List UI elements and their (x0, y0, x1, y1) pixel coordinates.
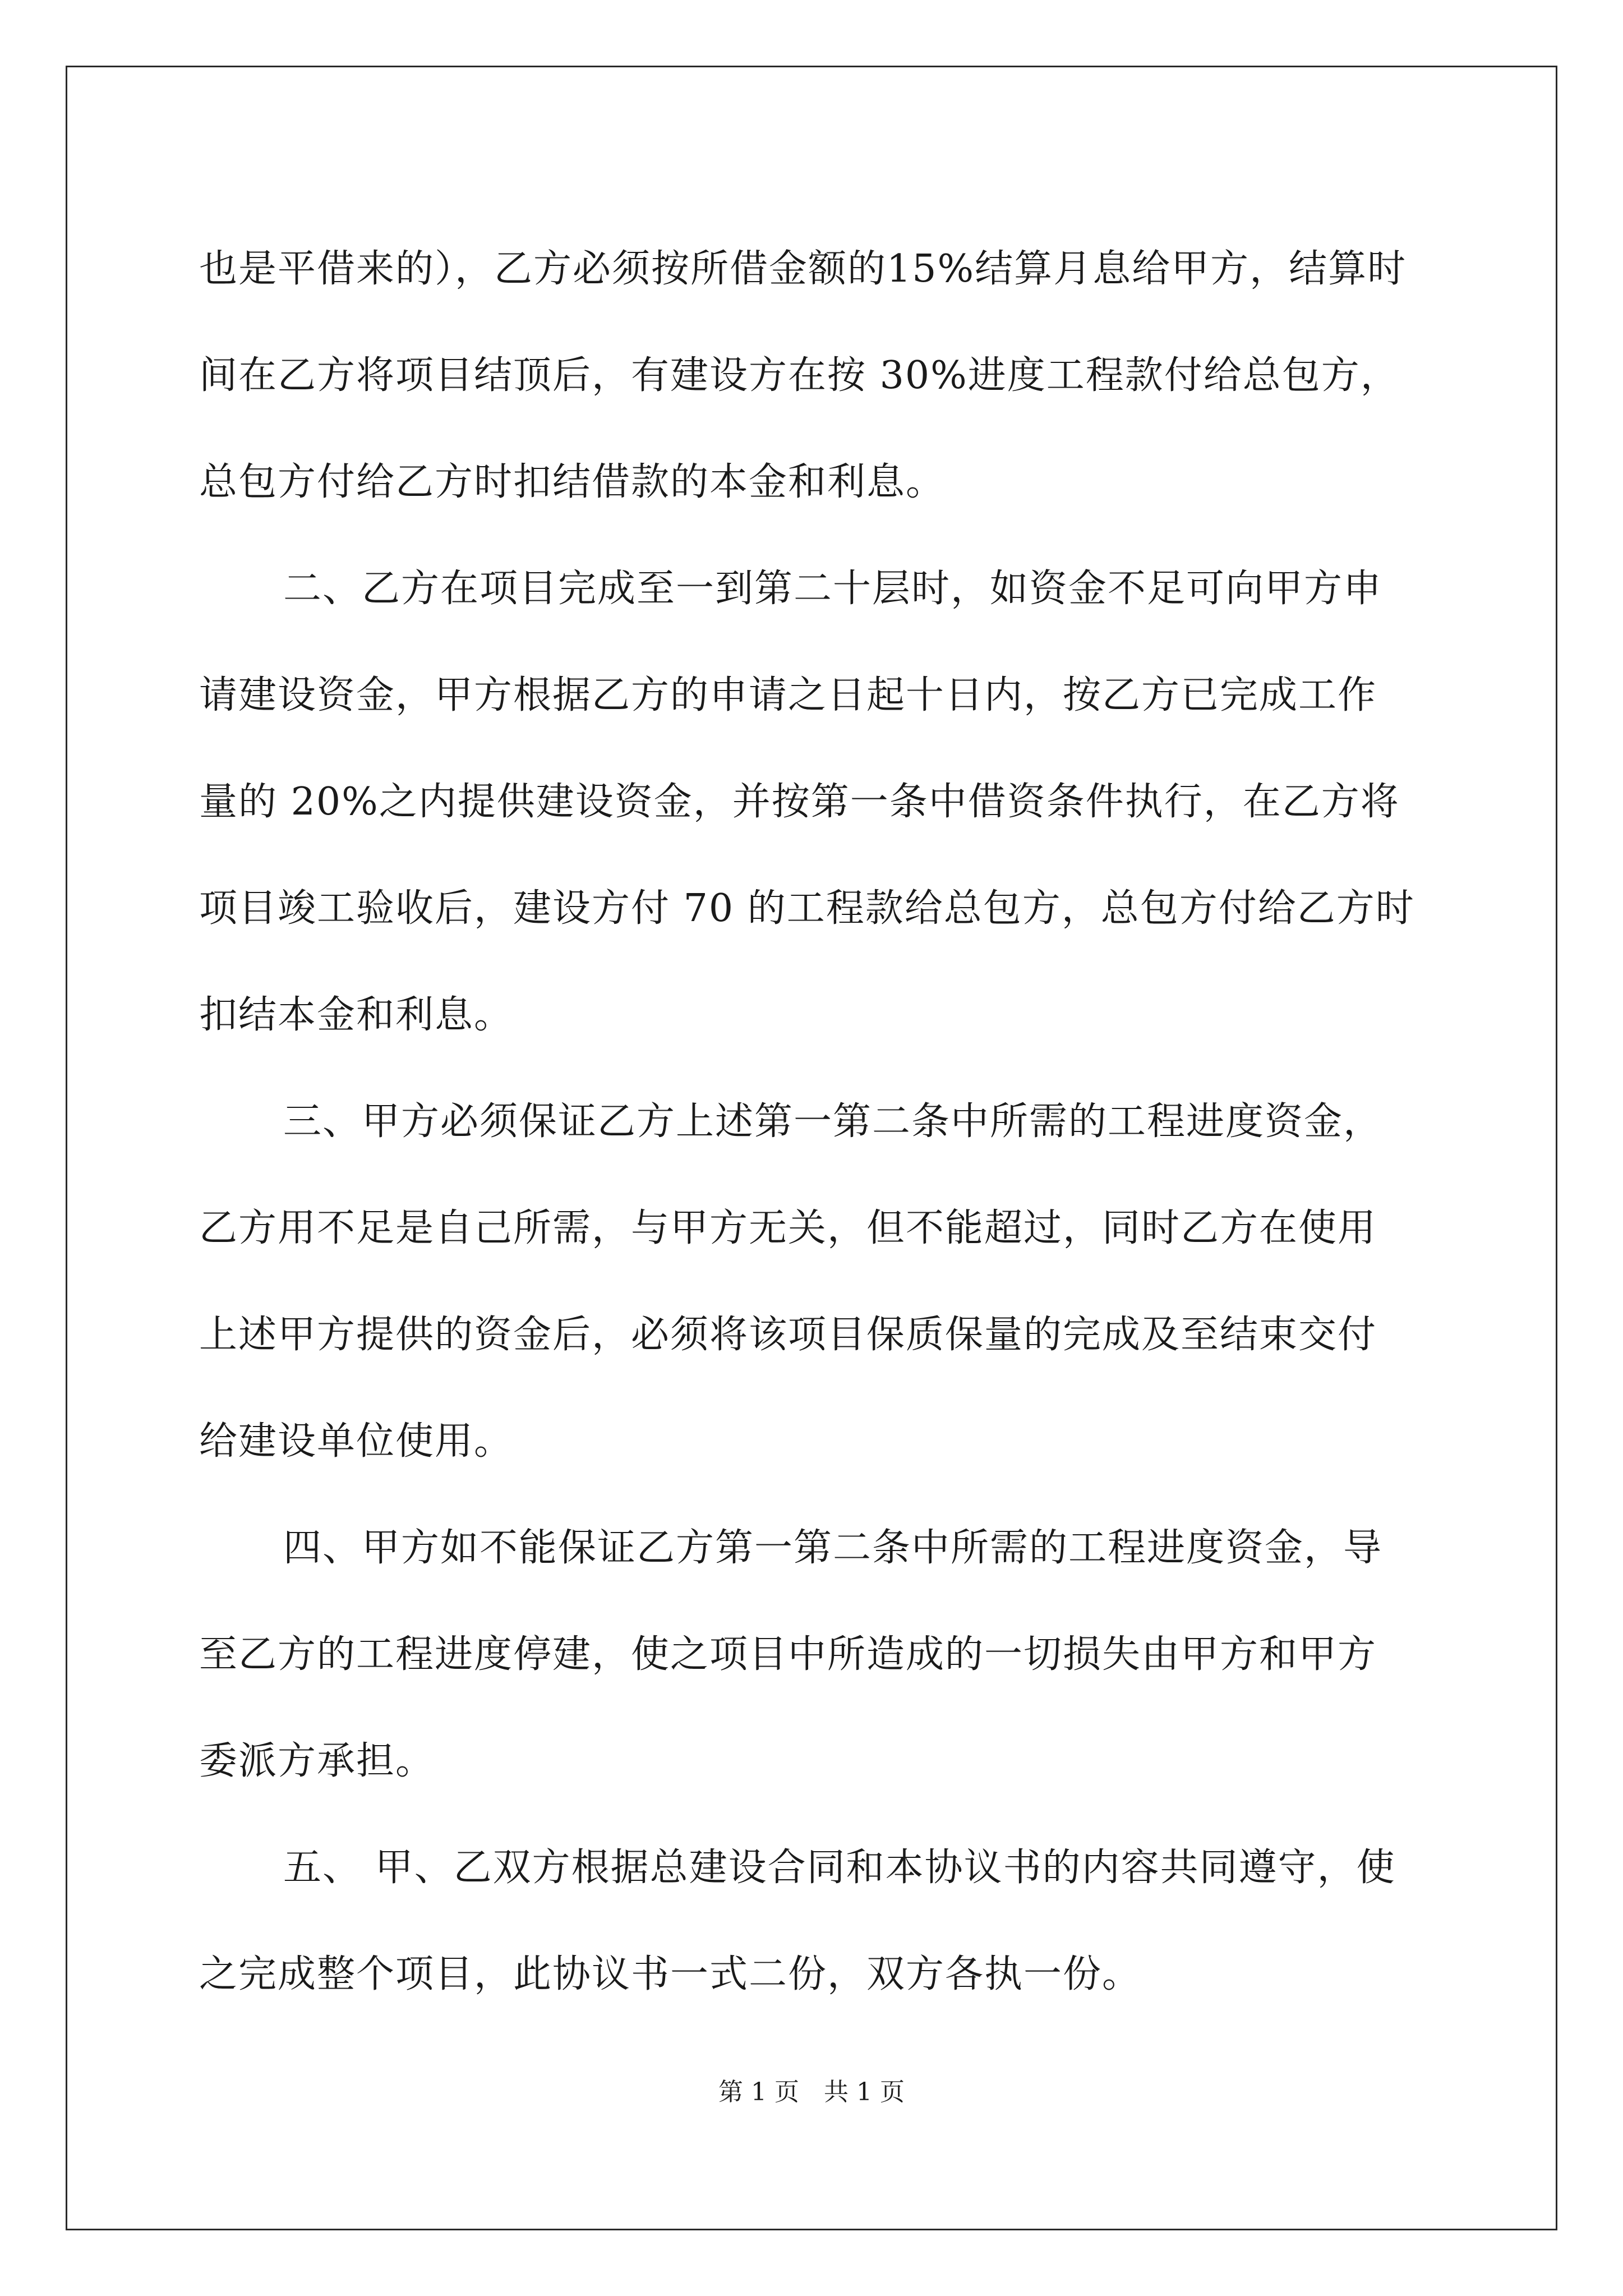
text-line: 给建设单位使用。 (199, 1419, 514, 1464)
text-line: 四、甲方如不能保证乙方第一第二条中所需的工程进度资金，导 (283, 1526, 1383, 1570)
text-line: 量的 20%之内提供建设资金，并按第一条中借资条件执行，在乙方将 (199, 780, 1400, 824)
text-line: 请建设资金，甲方根据乙方的申请之日起十日内，按乙方已完成工作 (199, 673, 1377, 717)
text-line: 至乙方的工程进度停建，使之项目中所造成的一切损失由甲方和甲方 (199, 1632, 1377, 1677)
text-line: 总包方付给乙方时扣结借款的本金和利息。 (199, 460, 946, 504)
paragraph-2 (199, 536, 1427, 642)
paragraph-3 (199, 1069, 1427, 1175)
document-body (199, 216, 1427, 2028)
paragraph-4 (199, 1495, 1427, 1602)
text-line: 间在乙方将项目结顶后，有建设方在按 30%进度工程款付给总包方， (199, 353, 1400, 398)
text-line: 乙方用不足是自己所需，与甲方无关，但不能超过，同时乙方在使用 (199, 1206, 1377, 1250)
paragraph-3-continued (199, 1175, 1427, 1495)
text-line: 也是平借来的），乙方必须按所借金额的15%结算月息给甲方，结算时 (199, 247, 1407, 291)
paragraph-5 (199, 1815, 1427, 1921)
text-line: 三、甲方必须保证乙方上述第一第二条中所需的工程进度资金， (283, 1099, 1383, 1144)
paragraph-5-continued (199, 1921, 1427, 2028)
paragraph-4-continued (199, 1602, 1427, 1815)
text-line: 上述甲方提供的资金后，必须将该项目保质保量的完成及至结束交付 (199, 1313, 1377, 1357)
paragraph-2-continued (199, 642, 1427, 1069)
page-number: 第 1 页 共 1 页 (718, 2078, 905, 2106)
paragraph-1 (199, 216, 1427, 536)
text-line: 二、乙方在项目完成至一到第二十层时，如资金不足可向甲方申 (283, 567, 1383, 611)
text-line: 五、 甲、乙双方根据总建设合同和本协议书的内容共同遵守，使 (283, 1846, 1396, 1890)
text-line: 项目竣工验收后，建设方付 70 的工程款给总包方，总包方付给乙方时 (199, 886, 1415, 931)
text-line: 之完成整个项目，此协议书一式二份，双方各执一份。 (199, 1952, 1142, 1996)
text-line: 委派方承担。 (199, 1739, 435, 1783)
text-line: 扣结本金和利息。 (199, 993, 514, 1037)
